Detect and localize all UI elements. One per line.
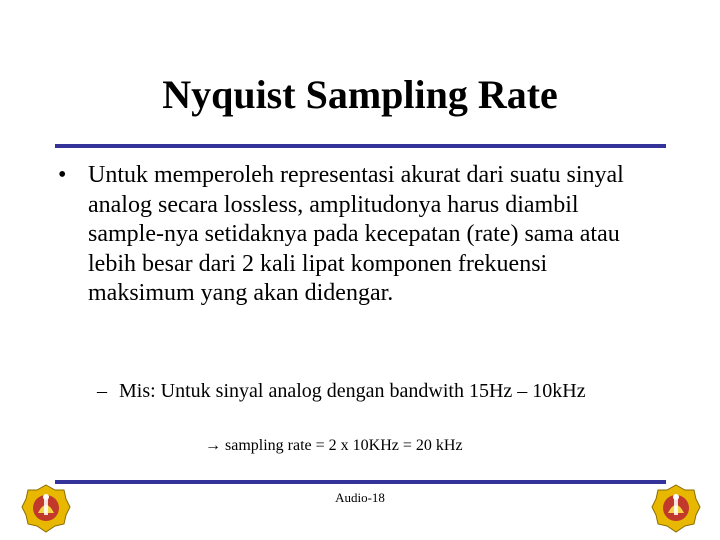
main-bullet-text: Untuk memperoleh representasi akurat dari suatu sinyal analog secara lossless, amplitudonya harus diambil sample-nya setidaknya pada kecepatan (rate) sama atau lebih besar dari 2 kali lipat komponen frekuensi maksimum yang akan didengar.: [88, 162, 624, 306]
sampling-rate-formula: → sampling rate = 2 x 10KHz = 20 kHz: [205, 437, 463, 454]
university-emblem-icon: [20, 483, 72, 535]
footer-divider: [55, 480, 666, 484]
sub-bullet-marker: –: [97, 380, 107, 402]
slide-title: Nyquist Sampling Rate: [162, 72, 558, 117]
bullet-marker: •: [58, 162, 67, 188]
sub-bullet-text: Mis: Untuk sinyal analog dengan bandwith 15Hz – 10kHz: [119, 380, 586, 402]
university-emblem-icon: [650, 483, 702, 535]
title-divider: [55, 144, 666, 148]
slide-footer: Audio-18: [335, 490, 385, 505]
